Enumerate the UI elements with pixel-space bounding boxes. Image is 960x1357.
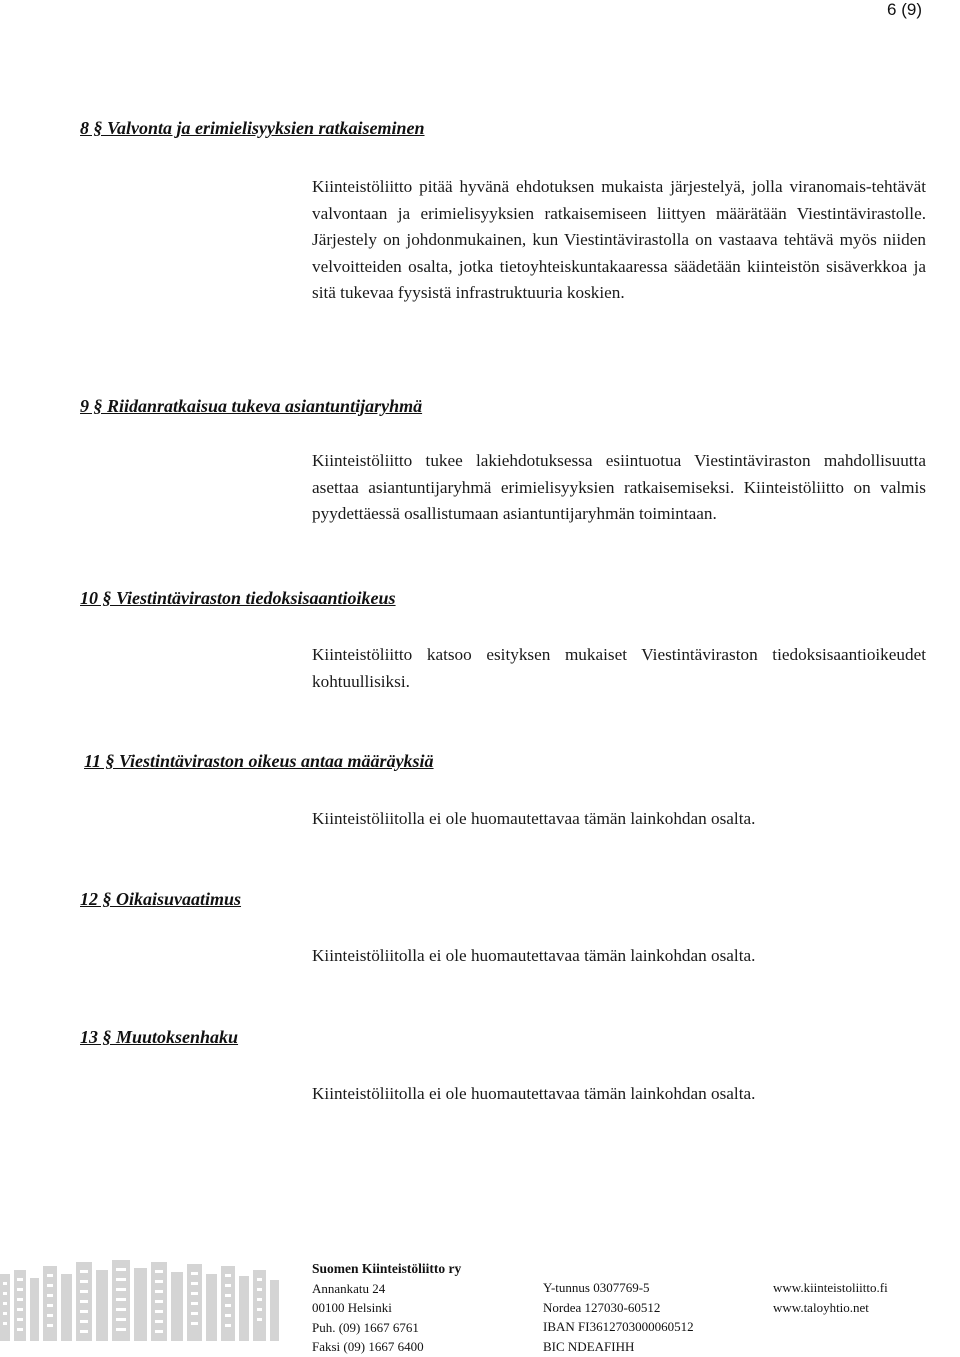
building-logo-icon xyxy=(0,1260,290,1341)
footer-fax: Faksi (09) 1667 6400 xyxy=(312,1339,424,1354)
section-11-text: Kiinteistöliitolla ei ole huomautettavaa tämän lainkohdan osalta. xyxy=(312,809,756,828)
section-10-heading: 10 § Viestintäviraston tiedoksisaantioikeus xyxy=(80,588,396,608)
page-number: 6 (9) xyxy=(887,0,922,19)
footer-link-kiinteistoliitto[interactable]: www.kiinteistoliitto.fi xyxy=(773,1280,888,1295)
footer-bank-account: Nordea 127030-60512 xyxy=(543,1299,661,1315)
section-13-heading: 13 § Muutoksenhaku xyxy=(80,1027,239,1047)
section-9-heading: 9 § Riidanratkaisua tukeva asiantuntijaryhmä xyxy=(80,396,423,416)
section-12-text: Kiinteistöliitolla ei ole huomautettavaa tämän lainkohdan osalta. xyxy=(312,946,756,965)
footer-organization: Suomen Kiinteistöliitto ry xyxy=(312,1261,462,1276)
footer-street: Annankatu 24 xyxy=(312,1280,386,1296)
section-9-text: Kiinteistöliitto tukee lakiehdotuksessa esiintuotua Viestintäviraston mahdollisuutta asettaa asiantuntijaryhmä erimielisyyksien ratkaisemiseksi. Kiinteistöliitto on valmis pyydettäessä osallistumaan asiantuntijaryhmän toimintaan. xyxy=(312,451,926,524)
section-12-heading: 12 § Oikaisuvaatimus xyxy=(80,889,242,909)
footer-address xyxy=(312,1259,461,1357)
section-13-text: Kiinteistöliitolla ei ole huomautettavaa tämän lainkohdan osalta. xyxy=(312,1084,756,1103)
footer-link-taloyhtio[interactable]: www.taloyhtio.net xyxy=(773,1299,869,1315)
section-10-text: Kiinteistöliitto katsoo esityksen mukaiset Viestintäviraston tiedoksisaantioikeudet kohtuullisiksi. xyxy=(312,645,926,691)
footer-postal: 00100 Helsinki xyxy=(312,1300,392,1315)
footer-bank xyxy=(543,1278,694,1356)
footer-bic: BIC NDEAFIHH xyxy=(543,1338,635,1354)
footer-business-id: Y-tunnus 0307769-5 xyxy=(543,1280,650,1295)
section-8-text: Kiinteistöliitto pitää hyvänä ehdotuksen mukaista järjestelyä, jolla viranomais-tehtävät valvontaan ja erimielisyyksien ratkaisemiseen liittyen määrätään Viestintävirastolle. Järjestely on johdonmukainen, kun Viestintävirastolla on vastaava tehtävä myös niiden velvoitteiden osalta, jotka tietoyhteiskuntakaaressa säädetään kiinteistön sisäverkkoa ja sitä tukevaa fyysistä infrastruktuuria koskien. xyxy=(312,177,926,303)
footer-iban: IBAN FI3612703000060512 xyxy=(543,1319,694,1334)
footer-web xyxy=(773,1278,888,1317)
footer-phone: Puh. (09) 1667 6761 xyxy=(312,1319,419,1335)
section-11-heading: 11 § Viestintäviraston oikeus antaa määräyksiä xyxy=(84,751,434,771)
section-8-heading: 8 § Valvonta ja erimielisyyksien ratkaiseminen xyxy=(80,118,425,138)
